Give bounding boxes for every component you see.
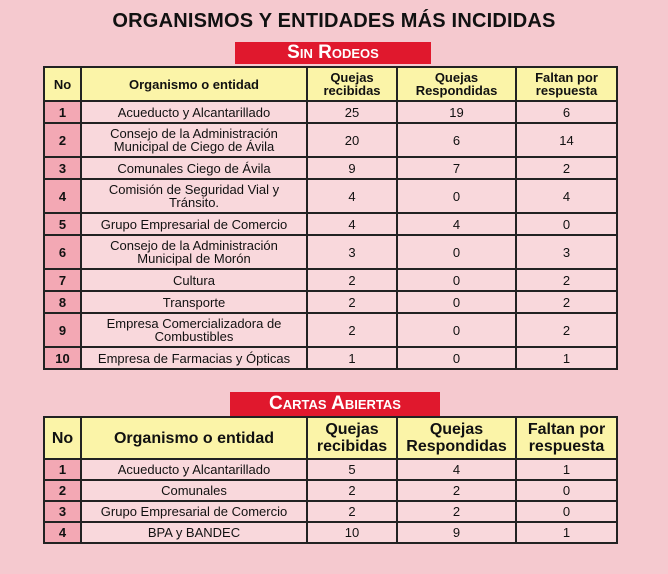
cell-entity: Transporte bbox=[81, 291, 307, 313]
cell-entity: Cultura bbox=[81, 269, 307, 291]
cell-received: 9 bbox=[307, 157, 397, 179]
cell-received: 2 bbox=[307, 480, 397, 501]
cell-pending: 1 bbox=[516, 459, 617, 480]
header-entity: Organismo o entidad bbox=[81, 67, 307, 101]
section-banner-sin-rodeos: Sin Rodeos bbox=[235, 42, 431, 64]
cell-entity: Empresa Comercializadora de Combustibles bbox=[81, 313, 307, 347]
cell-no: 3 bbox=[44, 501, 81, 522]
cell-no: 6 bbox=[44, 235, 81, 269]
cell-pending: 0 bbox=[516, 501, 617, 522]
header-received: Quejas recibidas bbox=[307, 67, 397, 101]
table-row bbox=[44, 501, 617, 522]
cell-pending: 2 bbox=[516, 313, 617, 347]
header-entity: Organismo o entidad bbox=[81, 417, 307, 459]
cell-entity: Acueducto y Alcantarillado bbox=[81, 459, 307, 480]
header-received: Quejas recibidas bbox=[307, 417, 397, 459]
cell-received: 3 bbox=[307, 235, 397, 269]
cell-answered: 2 bbox=[397, 501, 516, 522]
cell-no: 5 bbox=[44, 213, 81, 235]
page-title: ORGANISMOS Y ENTIDADES MÁS INCIDIDAS bbox=[112, 10, 556, 32]
header-answered: Quejas Respondidas bbox=[397, 67, 516, 101]
cell-entity: Grupo Empresarial de Comercio bbox=[81, 213, 307, 235]
cell-pending: 4 bbox=[516, 179, 617, 213]
cell-received: 2 bbox=[307, 313, 397, 347]
cell-pending: 1 bbox=[516, 522, 617, 543]
cell-entity: Comisión de Seguridad Vial y Tránsito. bbox=[81, 179, 307, 213]
cell-pending: 2 bbox=[516, 269, 617, 291]
cell-no: 4 bbox=[44, 522, 81, 543]
cell-answered: 0 bbox=[397, 179, 516, 213]
table-header-row bbox=[44, 417, 617, 459]
table-sin-rodeos bbox=[43, 66, 618, 370]
header-pending: Faltan por respuesta bbox=[516, 67, 617, 101]
cell-answered: 4 bbox=[397, 459, 516, 480]
cell-entity: Consejo de la Administración Municipal de Ciego de Ávila bbox=[81, 123, 307, 157]
table-row bbox=[44, 291, 617, 313]
cell-pending: 0 bbox=[516, 213, 617, 235]
cell-no: 1 bbox=[44, 459, 81, 480]
cell-no: 2 bbox=[44, 123, 81, 157]
cell-received: 2 bbox=[307, 269, 397, 291]
cell-received: 4 bbox=[307, 213, 397, 235]
header-answered: Quejas Respondidas bbox=[397, 417, 516, 459]
cell-answered: 7 bbox=[397, 157, 516, 179]
cell-pending: 0 bbox=[516, 480, 617, 501]
cell-answered: 0 bbox=[397, 269, 516, 291]
table-row bbox=[44, 213, 617, 235]
cell-received: 5 bbox=[307, 459, 397, 480]
cell-no: 8 bbox=[44, 291, 81, 313]
table-row bbox=[44, 459, 617, 480]
cell-answered: 19 bbox=[397, 101, 516, 123]
table-row bbox=[44, 101, 617, 123]
cell-entity: Comunales Ciego de Ávila bbox=[81, 157, 307, 179]
table-cartas-abiertas bbox=[43, 416, 618, 544]
header-no: No bbox=[44, 67, 81, 101]
table-row bbox=[44, 157, 617, 179]
cell-entity: BPA y BANDEC bbox=[81, 522, 307, 543]
cell-entity: Acueducto y Alcantarillado bbox=[81, 101, 307, 123]
table-row bbox=[44, 347, 617, 369]
cell-received: 10 bbox=[307, 522, 397, 543]
section-banner-cartas-abiertas: Cartas Abiertas bbox=[230, 392, 440, 416]
cell-no: 10 bbox=[44, 347, 81, 369]
table-row bbox=[44, 522, 617, 543]
cell-pending: 2 bbox=[516, 291, 617, 313]
table-row bbox=[44, 480, 617, 501]
cell-entity: Grupo Empresarial de Comercio bbox=[81, 501, 307, 522]
cell-no: 9 bbox=[44, 313, 81, 347]
cell-pending: 3 bbox=[516, 235, 617, 269]
cell-answered: 0 bbox=[397, 313, 516, 347]
cell-answered: 6 bbox=[397, 123, 516, 157]
table-row bbox=[44, 179, 617, 213]
cell-received: 25 bbox=[307, 101, 397, 123]
cell-received: 20 bbox=[307, 123, 397, 157]
table-row bbox=[44, 123, 617, 157]
table-row bbox=[44, 313, 617, 347]
header-no: No bbox=[44, 417, 81, 459]
table-row bbox=[44, 269, 617, 291]
table-header-row bbox=[44, 67, 617, 101]
cell-no: 1 bbox=[44, 101, 81, 123]
cell-answered: 2 bbox=[397, 480, 516, 501]
cell-answered: 0 bbox=[397, 291, 516, 313]
cell-entity: Consejo de la Administración Municipal de Morón bbox=[81, 235, 307, 269]
cell-received: 1 bbox=[307, 347, 397, 369]
cell-no: 4 bbox=[44, 179, 81, 213]
cell-pending: 1 bbox=[516, 347, 617, 369]
cell-answered: 4 bbox=[397, 213, 516, 235]
cell-answered: 0 bbox=[397, 347, 516, 369]
cell-entity: Comunales bbox=[81, 480, 307, 501]
header-pending: Faltan por respuesta bbox=[516, 417, 617, 459]
cell-no: 2 bbox=[44, 480, 81, 501]
cell-received: 4 bbox=[307, 179, 397, 213]
cell-pending: 14 bbox=[516, 123, 617, 157]
cell-pending: 2 bbox=[516, 157, 617, 179]
cell-pending: 6 bbox=[516, 101, 617, 123]
cell-answered: 9 bbox=[397, 522, 516, 543]
cell-entity: Empresa de Farmacias y Ópticas bbox=[81, 347, 307, 369]
cell-received: 2 bbox=[307, 501, 397, 522]
cell-no: 3 bbox=[44, 157, 81, 179]
cell-answered: 0 bbox=[397, 235, 516, 269]
cell-no: 7 bbox=[44, 269, 81, 291]
cell-received: 2 bbox=[307, 291, 397, 313]
table-row bbox=[44, 235, 617, 269]
